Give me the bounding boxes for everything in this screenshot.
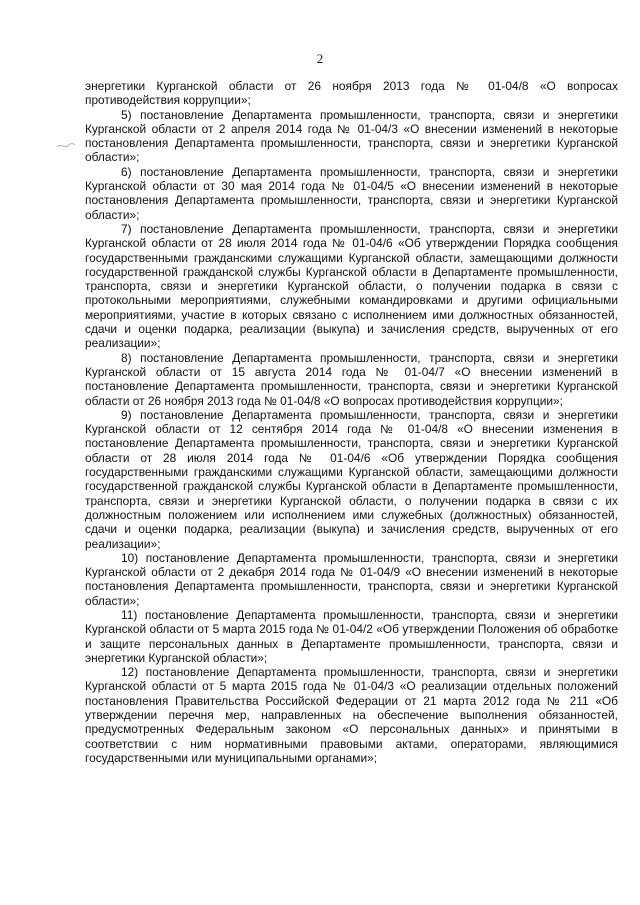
document-body: [85, 79, 618, 765]
list-item-11: 11) постановление Департамента промышленности, транспорта, связи и энергетики Курганской области от 5 марта 2015 года № 01-04/2 «Об утверждении Положения об обработке и защите персональных данных в Департаменте промышленности, транспорта, связи и энергетики Курганской области»;: [85, 607, 618, 665]
paragraph-continuation: энергетики Курганской области от 26 ноября 2013 года № 01-04/8 «О вопросах противодействия коррупции»;: [85, 79, 618, 108]
list-item-7: 7) постановление Департамента промышленности, транспорта, связи и энергетики Курганской области от 28 июля 2014 года № 01-04/6 «Об утверждении Порядка сообщения государственными гражданскими служащими Курганской области, замещающими должности государственной гражданской службы Курганской области в Департаменте промышленности, транспорта, связи и энергетики Курганской области, о получении подарка в связи с протокольными мероприятиями, служебными командировками и другими официальными мероприятиями, участие в которых связано с исполнением ими должностных обязанностей, сдачи и оценки подарка, реализации (выкупа) и зачисления средств, вырученных от его реализации»;: [85, 221, 618, 351]
list-item-10: 10) постановление Департамента промышленности, транспорта, связи и энергетики Курганской области от 2 декабря 2014 года № 01-04/9 «О внесении изменений в некоторые постановления Департамента промышленности, транспорта, связи и энергетики Курганской области»;: [85, 550, 618, 608]
list-item-9: 9) постановление Департамента промышленности, транспорта, связи и энергетики Курганской области от 12 сентября 2014 года № 01-04/8 «О внесении изменения в постановление Департамента промышленности, транспорта, связи и энергетики Курганской области от 28 июля 2014 года № 01-04/6 «Об утверждении Порядка сообщения государственными гражданскими служащими Курганской области, замещающими должности государственной гражданской службы Курганской области в Департаменте промышленности, транспорта, связи и энергетики Курганской области, о получении подарка в связи с их должностным положением или исполнением ими служебных (должностных) обязанностей, сдачи и оценки подарка, реализации (выкупа) и зачисления средств, вырученных от его реализации»;: [85, 407, 618, 551]
list-item-5: 5) постановление Департамента промышленности, транспорта, связи и энергетики Курганской области от 2 апреля 2014 года № 01-04/3 «О внесении изменений в некоторые постановления Департамента промышленности, транспорта, связи и энергетики Курганской области»;: [85, 107, 618, 165]
list-item-8: 8) постановление Департамента промышленности, транспорта, связи и энергетики Курганской области от 15 августа 2014 года № 01-04/7 «О внесении изменений в постановление Департамента промышленности, транспорта, связи и энергетики Курганской области от 26 ноября 2013 года № 01-04/8 «О вопросах противодействия коррупции»;: [85, 350, 618, 408]
page-number: 2: [316, 51, 324, 66]
list-item-6: 6) постановление Департамента промышленности, транспорта, связи и энергетики Курганской области от 30 мая 2014 года № 01-04/5 «О внесении изменений в некоторые постановления Департамента промышленности, транспорта, связи и энергетики Курганской области»;: [85, 164, 618, 222]
scan-artifact-mark: [56, 141, 76, 151]
list-item-12: 12) постановление Департамента промышленности, транспорта, связи и энергетики Курганской области от 5 марта 2015 года № 01-04/3 «О реализации отдельных положений постановления Правительства Российской Федерации от 21 марта 2012 года № 211 «Об утверждении перечня мер, направленных на обеспечение выполнения обязанностей, предусмотренных Федеральным законом «О персональных данных» и принятыми в соответствии с ним нормативными правовыми актами, операторами, являющимися государственными или муниципальными органами»;: [85, 665, 618, 765]
